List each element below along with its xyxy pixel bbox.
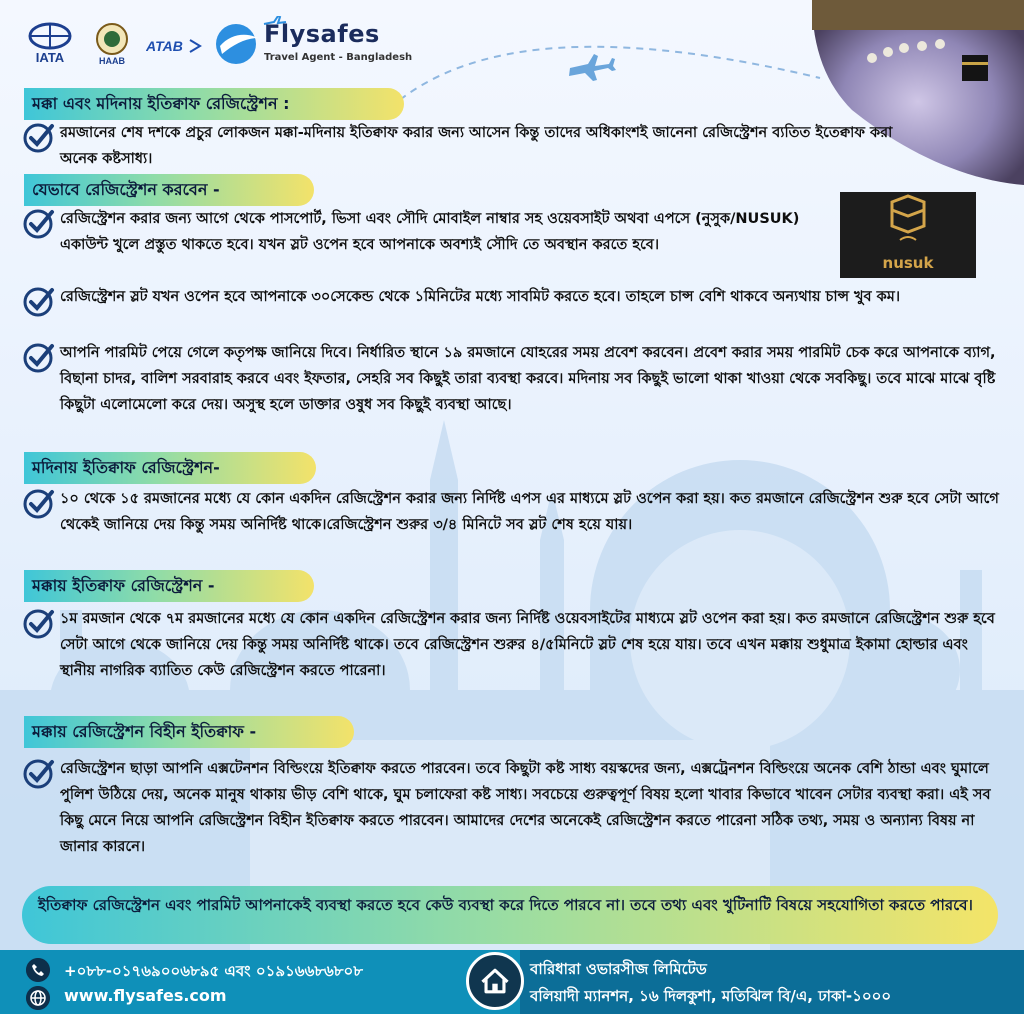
section-heading-how-to-register: যেভাবে রেজিস্ট্রেশন করবেন - <box>24 174 314 206</box>
haab-logo-text: HAAB <box>99 56 125 66</box>
globe-icon <box>26 986 50 1010</box>
check-circle-icon <box>22 206 56 240</box>
paragraph: ১০ থেকে ১৫ রমজানের মধ্যে যে কোন একদিন রেজিস্ট্রেশন করার জন্য নির্দিষ্ট এপস এর মাধ্যমে স্লট ওপেন করা হয়। কত রমজানে রেজিস্ট্রেশন শুরু হবে সেটা আগে থেকেই জানিয়ে দেয় কিন্তু সময় অনির্দিষ্ট থাকে।রেজিস্ট্রেশন শুরুর ৩/৪ মিনিটে সব স্লট শেষ হয়ে যায়। <box>60 491 999 533</box>
check-circle-icon <box>22 284 56 318</box>
section-heading-makkah-madinah: মক্কা এবং মদিনায় ইতিক্বাফ রেজিস্ট্রেশন : <box>24 88 404 120</box>
brand-tagline: Travel Agent - Bangladesh <box>264 52 413 63</box>
check-circle-icon <box>22 340 56 374</box>
check-circle-icon <box>22 606 56 640</box>
footer-website-link[interactable]: www.flysafes.com <box>64 986 227 1005</box>
nusuk-label: nusuk <box>882 254 934 272</box>
paragraph: রেজিস্ট্রেশন করার জন্য আগে থেকে পাসপোর্ট, ভিসা এবং সৌদি মোবাইল নাম্বার সহ ওয়েবসাইট অথবা এপসে (নুসুক/NUSUK) একাউন্ট খুলে প্রস্তুত থাকতে হবে। যখন স্লট ওপেন হবে আপনাকে অবশ্যই সৌদি তে অবস্থান করতে হবে। <box>60 211 800 253</box>
section-heading-without-registration: মক্কায় রেজিস্ট্রেশন বিহীন ইতিক্বাফ - <box>24 716 354 748</box>
atab-logo <box>146 36 202 56</box>
footer-address: বলিয়াদী ম্যানশন, ১৬ দিলকুশা, মতিঝিল বি/এ, ঢাকা-১০০০ <box>530 987 892 1005</box>
paragraph: আপনি পারমিট পেয়ে গেলে কতৃপক্ষ জানিয়ে দিবে। নির্ধারিত স্থানে ১৯ রমজানে যোহরের সময় প্রবেশ করবেন। প্রবেশ করার সময় পারমিট চেক করে আপনাকে ব্যাগ, বিছানা চাদর, বালিশ সরবারাহ করবে এবং ইফতার, সেহরি সব কিছুই তারা ব্যবস্থা করবে। মদিনায় সব কিছুই ভালো থাকা খাওয়া থেকে সবকিছু। তবে মাঝে মাঝে বৃষ্টি কিছুটা এলোমেলো করে দেয়। অসুস্থ হলে ডাক্তার ওষুধ সব কিছুই ব্যবস্থা আছে। <box>60 345 996 413</box>
header <box>0 0 820 80</box>
section-heading-madinah: মদিনায় ইতিক্বাফ রেজিস্ট্রেশন- <box>24 452 316 484</box>
nusuk-logo <box>840 192 976 278</box>
atab-logo-text: ATAB <box>146 38 183 54</box>
brand-name: Flysafes <box>264 20 380 48</box>
footer-phone[interactable]: +০৮৮-০১৭৬৯০০৬৮৯৫ এবং ০১৯১৬৬৮৬৮০৮ <box>64 962 364 980</box>
iata-logo <box>24 22 76 64</box>
footer-company-name: বারিধারা ওভারসীজ লিমিটেড <box>530 960 707 978</box>
iata-logo-text: IATA <box>35 50 65 64</box>
important-note: ইতিক্বাফ রেজিস্ট্রেশন এবং পারমিট আপনাকেই ব্যবস্থা করতে হবে কেউ ব্যবস্থা করে দিতে পারবে না। তবে তথ্য এবং খুটিনাটি বিষয়ে সহযোগিতা করতে পারবে। <box>22 886 998 944</box>
paragraph: রমজানের শেষ দশকে প্রচুর লোকজন মক্কা-মদিনায় ইতিক্বাফ করার জন্য আসেন কিন্তু তাদের অধিকাংশই জানেনা রেজিস্ট্রেশন ব্যতিত ইতেক্বাফ করা অনেক কষ্টসাধ্য। <box>60 125 893 167</box>
check-circle-icon <box>22 486 56 520</box>
paragraph: রেজিস্ট্রেশন স্লট যখন ওপেন হবে আপনাকে ৩০সেকেন্ড থেকে ১মিনিটের মধ্যে সাবমিট করতে হবে। তাহলে চান্স বেশি থাকবে অন্যথায় চান্স খুব কম। <box>60 289 901 305</box>
check-circle-icon <box>22 756 56 790</box>
phone-icon <box>26 958 50 982</box>
section-heading-makkah: মক্কায় ইতিক্বাফ রেজিস্ট্রেশন - <box>24 570 314 602</box>
check-circle-icon <box>22 120 56 154</box>
paragraph: ১ম রমজান থেকে ৭ম রমজানের মধ্যে যে কোন একদিন রেজিস্ট্রেশন করার জন্য নির্দিষ্ট ওয়েবসাইটের মাধ্যমে স্লট ওপেন করা হয়। কত রমজানে রেজিস্ট্রেশন শুরু হবে সেটা আগে থেকে জানিয়ে দেয় কিন্তু সময় অনির্দিষ্ট থাকে। তবে রেজিস্ট্রেশন শুরুর ৪/৫মিনিটে স্লট শেষ হয়ে যায়। তবে এখন মক্কায় শুধুমাত্র ইকামা হোল্ডার এবং স্থানীয় নাগরিক ব্যাতিত কেউ রেজিস্ট্রেশন করতে পারেনা। <box>60 611 995 679</box>
haab-logo <box>92 22 132 66</box>
paragraph: রেজিস্ট্রেশন ছাড়া আপনি এক্সটেনশন বিল্ডিংয়ে ইতিক্বাফ করতে পারবেন। তবে কিছুটা কষ্ট সাধ্য বয়স্কদের জন্য, এক্সট্রেনশন বিল্ডিংয়ে অনেক বেশি ঠান্ডা এবং ঘুমালে পুলিশ উঠিয়ে দেয়, অনেক মানুষ থাকায় ভীড় বেশি থাকে, ঘুম চলাফেরা কষ্ট সাধ্য। সবচেয়ে গুরুত্বপূর্ণ বিষয় হলো খাবার কিভাবে খাবেন সেটার ব্যবস্থা করা। এই সব কিছু মেনে নিয়ে আপনি রেজিস্ট্রেশন বিহীন ইতিক্বাফ করতে পারবেন। আমাদের দেশের অনেকেই রেজিস্ট্রেশন করতে পারেনা সঠিক তথ্য, সময় ও অন্যান্য বিষয় না জানার কারনে। <box>60 761 991 855</box>
home-icon <box>466 952 524 1010</box>
